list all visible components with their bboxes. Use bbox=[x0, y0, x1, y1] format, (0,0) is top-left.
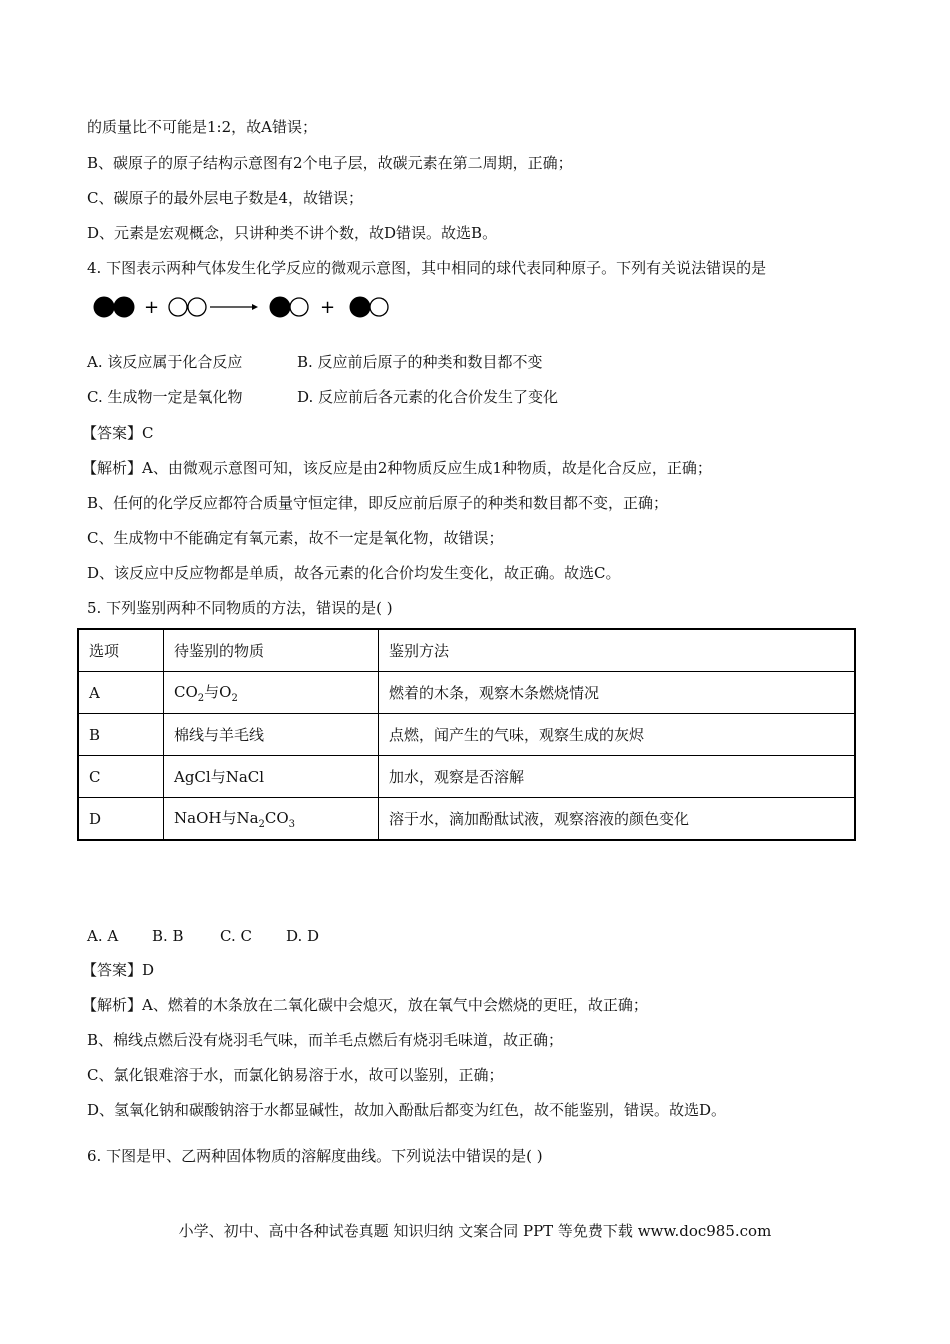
formula-part: NaOH与Na bbox=[174, 809, 259, 827]
method-cell: 溶于水，滴加酚酞试液，观察溶液的颜色变化 bbox=[379, 798, 856, 841]
table-row bbox=[78, 756, 855, 798]
subscript: 2 bbox=[231, 693, 238, 704]
option-cell: D bbox=[78, 798, 164, 841]
subscript: 2 bbox=[258, 819, 265, 830]
answer: 【答案】D bbox=[82, 961, 155, 979]
reactant-black-molecule bbox=[94, 297, 134, 317]
plus-sign: + bbox=[320, 297, 336, 318]
table-row bbox=[78, 714, 855, 756]
option-d: D. 反应前后各元素的化合价发生了变化 bbox=[297, 388, 559, 406]
table-header-row bbox=[78, 629, 855, 672]
formula-part: CO bbox=[264, 809, 289, 827]
analysis-line: C、生成物中不能确定有氧元素，故不一定是氧化物，故错误； bbox=[87, 529, 504, 547]
option-b: B. B bbox=[152, 927, 184, 945]
method-cell: 加水，观察是否溶解 bbox=[379, 756, 856, 798]
text-line: B、碳原子的原子结构示意图有2个电子层，故碳元素在第二周期，正确； bbox=[87, 154, 573, 172]
analysis-line: B、任何的化学反应都符合质量守恒定律，即反应前后原子的种类和数目都不变，正确； bbox=[87, 494, 669, 512]
option-cell: B bbox=[78, 714, 164, 756]
question-4: 4. 下图表示两种气体发生化学反应的微观示意图，其中相同的球代表同种原子。下列有关说法错误的是 bbox=[87, 259, 767, 277]
option-b: B. 反应前后原子的种类和数目都不变 bbox=[297, 353, 543, 371]
analysis-line: C、氯化银难溶于水，而氯化钠易溶于水，故可以鉴别，正确； bbox=[87, 1066, 504, 1084]
question-6: 6. 下图是甲、乙两种固体物质的溶解度曲线。下列说法中错误的是( ) bbox=[87, 1147, 543, 1165]
substances-cell: 棉线与羊毛线 bbox=[164, 714, 379, 756]
option-c: C. 生成物一定是氧化物 bbox=[87, 388, 243, 406]
product-molecule bbox=[270, 297, 308, 317]
text-line: D、元素是宏观概念，只讲种类不讲个数，故D错误。故选B。 bbox=[87, 224, 498, 242]
option-d: D. D bbox=[286, 927, 320, 945]
substances-cell: AgCl与NaCl bbox=[164, 756, 379, 798]
question-5: 5. 下列鉴别两种不同物质的方法，错误的是( ) bbox=[87, 599, 393, 617]
substances-cell bbox=[164, 672, 379, 714]
arrow-icon bbox=[210, 304, 258, 310]
page-footer: 小学、初中、高中各种试卷真题 知识归纳 文案合同 PPT 等免费下载 www.doc985.com bbox=[178, 1222, 772, 1240]
table-row bbox=[78, 672, 855, 714]
option-c: C. C bbox=[220, 927, 252, 945]
analysis-line: B、棉线点燃后没有烧羽毛气味，而羊毛点燃后有烧羽毛味道，故正确； bbox=[87, 1031, 564, 1049]
identification-table bbox=[77, 628, 856, 841]
header-cell: 鉴别方法 bbox=[379, 629, 856, 672]
formula-part: 与O bbox=[204, 683, 232, 701]
option-a: A. A bbox=[87, 927, 119, 945]
reactant-white-molecule bbox=[169, 298, 206, 316]
header-cell: 选项 bbox=[78, 629, 164, 672]
method-cell: 点燃，闻产生的气味，观察生成的灰烬 bbox=[379, 714, 856, 756]
header-cell: 待鉴别的物质 bbox=[164, 629, 379, 672]
option-cell: A bbox=[78, 672, 164, 714]
option-a: A. 该反应属于化合反应 bbox=[87, 353, 243, 371]
product-molecule bbox=[350, 297, 388, 317]
table-row bbox=[78, 798, 855, 841]
text-line: C、碳原子的最外层电子数是4，故错误； bbox=[87, 189, 364, 207]
analysis-line: D、氢氧化钠和碳酸钠溶于水都显碱性，故加入酚酞后都变为红色，故不能鉴别，错误。故选D。 bbox=[87, 1101, 727, 1119]
substances-cell bbox=[164, 798, 379, 841]
analysis-line: D、该反应中反应物都是单质，故各元素的化合价均发生变化，故正确。故选C。 bbox=[87, 564, 621, 582]
method-cell: 燃着的木条，观察木条燃烧情况 bbox=[379, 672, 856, 714]
formula-part: CO bbox=[174, 683, 198, 701]
reaction-diagram bbox=[92, 292, 412, 322]
analysis-line: 【解析】A、由微观示意图可知，该反应是由2种物质反应生成1种物质，故是化合反应，正确； bbox=[82, 459, 712, 477]
analysis-line: 【解析】A、燃着的木条放在二氧化碳中会熄灭，放在氧气中会燃烧的更旺，故正确； bbox=[82, 996, 648, 1014]
subscript: 2 bbox=[197, 693, 205, 704]
subscript: 3 bbox=[288, 819, 296, 830]
answer: 【答案】C bbox=[82, 424, 154, 442]
plus-sign: + bbox=[144, 297, 160, 318]
option-cell: C bbox=[78, 756, 164, 798]
text-line: 的质量比不可能是1:2，故A错误； bbox=[87, 118, 317, 136]
